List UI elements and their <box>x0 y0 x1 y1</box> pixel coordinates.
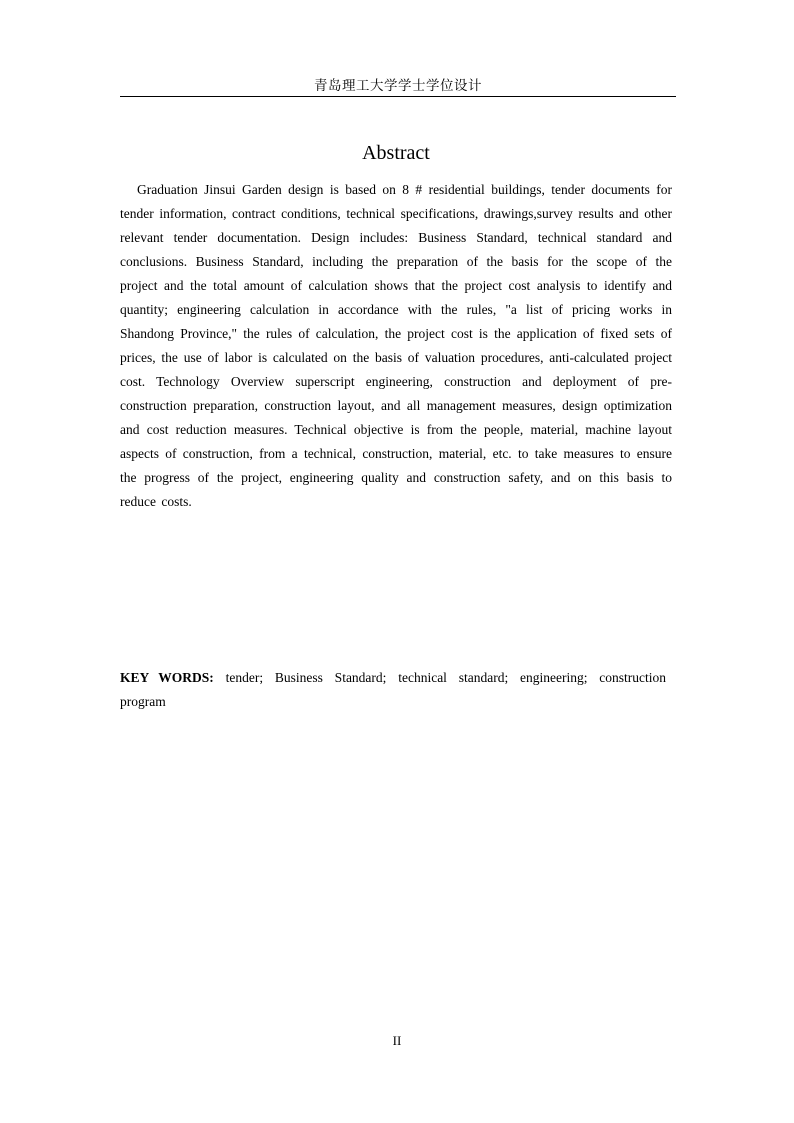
abstract-body: Graduation Jinsui Garden design is based on 8 # residential buildings, tender documents for tender information, contract conditions, technical specifications, drawings,survey results and other relevant tender documentation. Design includes: Business Standard, technical standard and conclusions. Business Standard, including the preparation of the basis for the scope of the project and the total amount of calculation shows that the project cost analysis to identify and quantity; engineering calculation in accordance with the rules, "a list of pricing works in Shandong Province," the rules of calculation, the project cost is the application of fixed sets of prices, the use of labor is calculated on the basis of valuation procedures, anti-calculated project cost. Technology Overview superscript engineering, construction and deployment of pre-construction preparation, construction layout, and all management measures, design optimization and cost reduction measures. Technical objective is from the people, material, machine layout aspects of construction, from a technical, construction, material, etc. to take measures to ensure the progress of the project, engineering quality and construction safety, and on this basis to reduce costs. <box>120 182 672 509</box>
page-number: II <box>392 1033 402 1048</box>
header-divider <box>120 96 676 97</box>
abstract-heading: Abstract <box>362 142 430 164</box>
keywords-text: tender; Business Standard; technical standard; engineering; construction program <box>120 670 666 709</box>
page-header: 青岛理工大学学士学位设计 <box>314 78 482 94</box>
keywords-label: KEY WORDS: <box>120 670 214 685</box>
keywords-paragraph <box>120 666 666 714</box>
